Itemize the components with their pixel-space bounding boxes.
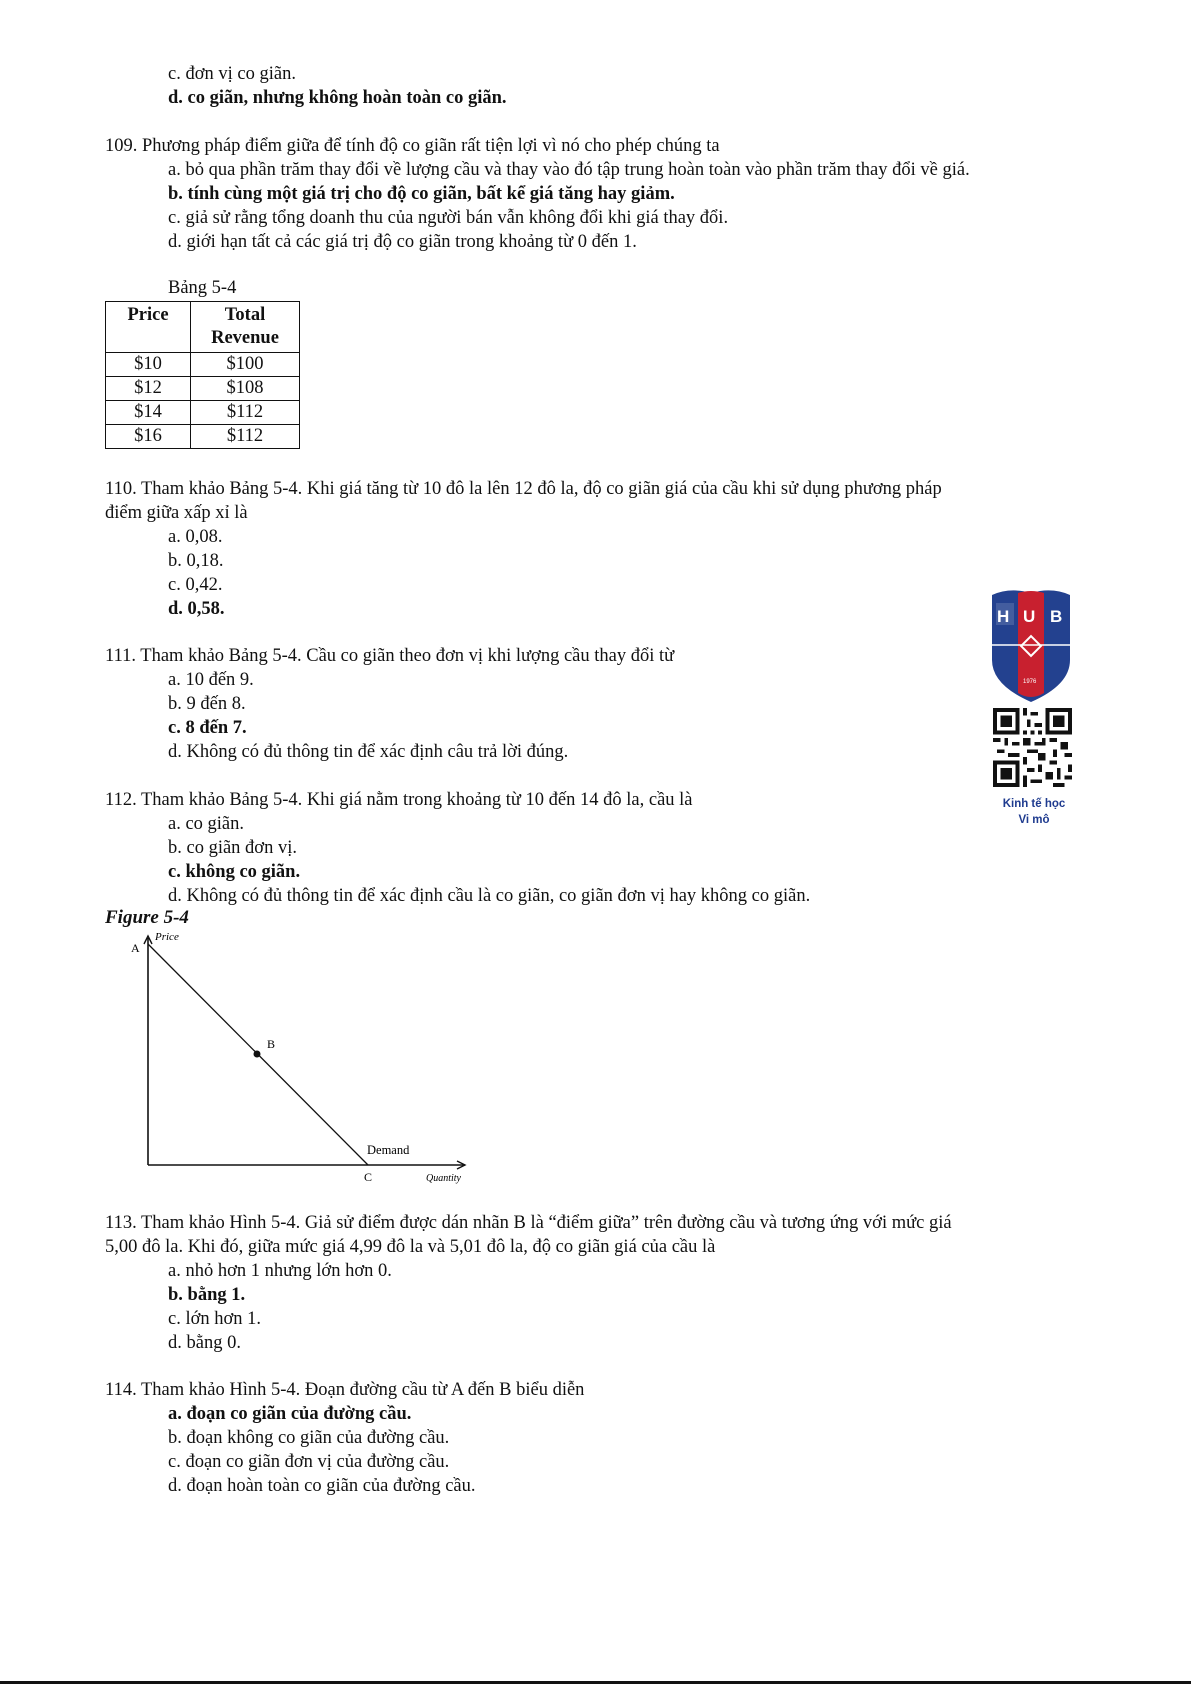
point-c-label: C <box>364 1170 373 1184</box>
q114-option-c: c. đoạn co giãn đơn vị của đường cầu. <box>168 1452 450 1472</box>
table-row <box>106 377 300 401</box>
q112-option-d: d. Không có đủ thông tin để xác định cầu là co giãn, co giãn đơn vị hay không co giãn. <box>168 886 811 906</box>
q109-option-c: c. giả sử rằng tổng doanh thu của người bán vẫn không đổi khi giá thay đổi. <box>168 208 729 228</box>
header-total: Total <box>224 305 266 325</box>
q114-option-b: b. đoạn không co giãn của đường cầu. <box>168 1428 450 1448</box>
table-caption: Bảng 5-4 <box>168 278 237 298</box>
q113-option-b-answer: b. bằng 1. <box>168 1285 246 1305</box>
page-bottom-rule <box>0 1681 1191 1684</box>
q109-stem: 109. Phương pháp điểm giữa để tính độ co giãn rất tiện lợi vì nó cho phép chúng ta <box>105 136 720 156</box>
q112-option-c-answer: c. không co giãn. <box>168 862 301 882</box>
header-total-revenue <box>191 302 300 353</box>
point-a-label: A <box>131 941 140 955</box>
q112-stem: 112. Tham khảo Bảng 5-4. Khi giá nằm trong khoảng từ 10 đến 14 đô la, cầu là <box>105 790 693 810</box>
q110-stem-line1: 110. Tham khảo Bảng 5-4. Khi giá tăng từ 10 đô la lên 12 đô la, độ co giãn giá của cầu khi sử dụng phương pháp <box>105 479 942 499</box>
table-row <box>106 425 300 449</box>
q110-stem-line2: điểm giữa xấp xỉ là <box>105 503 248 523</box>
logo-caption-line1: Kinh tế học <box>1002 798 1066 810</box>
q108-option-c: c. đơn vị co giãn. <box>168 64 296 84</box>
cell-revenue: $112 <box>191 425 300 449</box>
midpoint-b-marker <box>254 1051 261 1058</box>
table-row <box>106 353 300 377</box>
q111-option-d: d. Không có đủ thông tin để xác định câu trả lời đúng. <box>168 742 569 762</box>
q113-stem-line1: 113. Tham khảo Hình 5-4. Giả sử điểm được dán nhãn B là “điểm giữa” trên đường cầu và tương ứng với mức giá <box>105 1213 952 1233</box>
qr-code-icon <box>993 708 1072 787</box>
logo-caption-line2: Vi mô <box>1018 814 1050 826</box>
q109-option-d: d. giới hạn tất cả các giá trị độ co giãn trong khoảng từ 0 đến 1. <box>168 232 637 252</box>
q111-stem: 111. Tham khảo Bảng 5-4. Cầu co giãn theo đơn vị khi lượng cầu thay đổi từ <box>105 646 675 666</box>
header-price: Price <box>106 302 191 353</box>
cell-price: $12 <box>106 377 191 401</box>
header-revenue: Revenue <box>211 328 279 348</box>
hub-logo <box>990 585 1072 703</box>
q111-option-b: b. 9 đến 8. <box>168 694 246 714</box>
y-axis-label: Price <box>155 931 179 943</box>
logo-letter-u: U <box>1023 607 1036 626</box>
figure-title: Figure 5-4 <box>105 907 189 928</box>
q110-option-c: c. 0,42. <box>168 575 223 595</box>
cell-price: $14 <box>106 401 191 425</box>
q110-option-a: a. 0,08. <box>168 527 223 547</box>
q113-option-a: a. nhỏ hơn 1 nhưng lớn hơn 0. <box>168 1261 392 1281</box>
q109-option-a: a. bỏ qua phần trăm thay đổi về lượng cầu và thay vào đó tập trung hoàn toàn vào phần trăm thay đổi về giá. <box>168 160 970 180</box>
q114-option-d: d. đoạn hoàn toàn co giãn của đường cầu. <box>168 1476 476 1496</box>
q112-option-a: a. co giãn. <box>168 814 245 834</box>
cell-revenue: $108 <box>191 377 300 401</box>
cell-revenue: $112 <box>191 401 300 425</box>
cell-price: $10 <box>106 353 191 377</box>
cell-revenue: $100 <box>191 353 300 377</box>
demand-label: Demand <box>367 1143 410 1157</box>
q109-option-b-answer: b. tính cùng một giá trị cho độ co giãn, bất kể giá tăng hay giảm. <box>168 184 675 204</box>
q114-stem: 114. Tham khảo Hình 5-4. Đoạn đường cầu từ A đến B biểu diễn <box>105 1380 585 1400</box>
demand-curve-figure <box>120 930 480 1192</box>
table-header-row <box>106 302 300 353</box>
x-axis-label: Quantity <box>426 1173 461 1184</box>
logo-year: 1976 <box>1023 679 1037 685</box>
point-b-label: B <box>267 1037 276 1051</box>
logo-caption <box>982 796 1086 828</box>
q108-option-d-answer: d. co giãn, nhưng không hoàn toàn co giãn. <box>168 88 507 108</box>
logo-letter-h: H <box>997 607 1010 626</box>
logo-letter-b: B <box>1050 607 1063 626</box>
table-row <box>106 401 300 425</box>
q113-stem-line2: 5,00 đô la. Khi đó, giữa mức giá 4,99 đô la và 5,01 đô la, độ co giãn giá của cầu là <box>105 1237 716 1257</box>
q110-option-d-answer: d. 0,58. <box>168 599 225 619</box>
q111-option-a: a. 10 đến 9. <box>168 670 254 690</box>
q110-option-b: b. 0,18. <box>168 551 224 571</box>
price-revenue-table <box>105 301 300 449</box>
q112-option-b: b. co giãn đơn vị. <box>168 838 297 858</box>
q114-option-a-answer: a. đoạn co giãn của đường cầu. <box>168 1404 412 1424</box>
q113-option-c: c. lớn hơn 1. <box>168 1309 262 1329</box>
cell-price: $16 <box>106 425 191 449</box>
q113-option-d: d. bằng 0. <box>168 1333 241 1353</box>
q111-option-c-answer: c. 8 đến 7. <box>168 718 247 738</box>
